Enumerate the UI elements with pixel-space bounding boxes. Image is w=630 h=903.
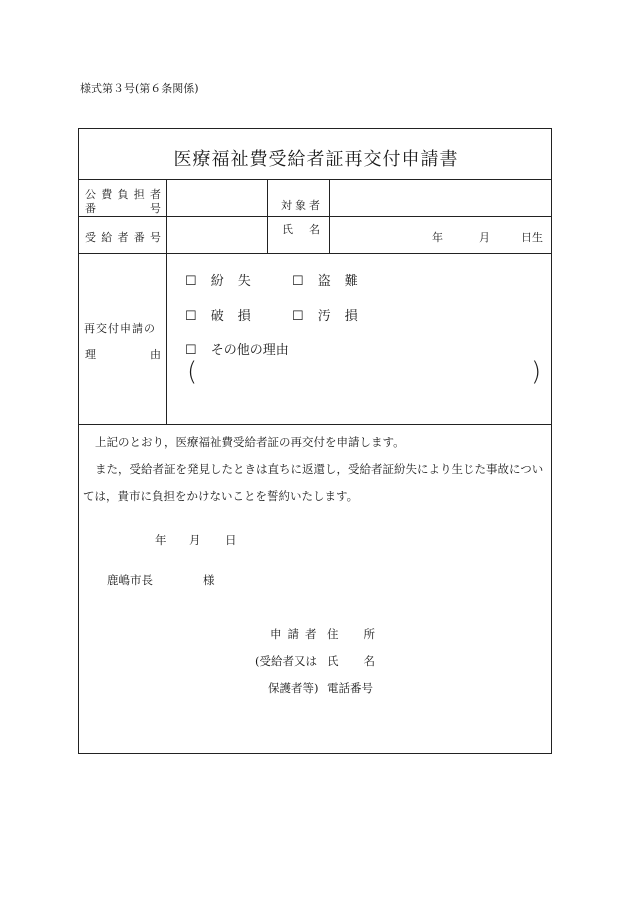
form-title: 医療福祉費受給者証再交付申請書 bbox=[173, 149, 459, 170]
divider-col3 bbox=[329, 179, 330, 253]
checkbox-soiled[interactable] bbox=[292, 305, 372, 324]
recipient-or-guardian-label: (受給者又は bbox=[255, 654, 317, 668]
option-other-label: その他の理由 bbox=[210, 343, 289, 358]
other-reason-open-paren: ( bbox=[187, 357, 198, 387]
birth-year-label: 年 bbox=[432, 231, 443, 244]
addressee: 鹿嶋市長 bbox=[107, 573, 153, 587]
checkbox-icon: ☐ bbox=[185, 274, 197, 289]
date-year-label: 年 bbox=[155, 533, 167, 547]
divider-col1 bbox=[166, 179, 167, 424]
phone-label: 電話番号 bbox=[327, 681, 373, 695]
date-day-label: 日 bbox=[225, 533, 237, 547]
divider-title bbox=[79, 179, 551, 180]
applicant-phone-field[interactable] bbox=[384, 677, 544, 697]
recipient-number-label: 受 給 者 番 号 bbox=[85, 231, 161, 244]
reason-label-line2: 理 由 bbox=[85, 348, 161, 361]
option-soiled-label: 汚損 bbox=[317, 309, 372, 324]
address-label: 住 所 bbox=[327, 627, 375, 641]
divider-reason bbox=[79, 424, 551, 425]
birth-month-label: 月 bbox=[479, 231, 490, 244]
divider-name bbox=[329, 216, 551, 217]
target-name-field[interactable] bbox=[332, 182, 548, 214]
date-month-label: 月 bbox=[189, 533, 201, 547]
form-number-label: 様式第３号(第６条関係) bbox=[80, 82, 199, 95]
guardian-label: 保護者等) bbox=[268, 681, 319, 695]
other-reason-close-paren: ) bbox=[531, 357, 542, 387]
burden-number-label-line2: 番 号 bbox=[85, 202, 161, 215]
option-damaged-label: 破損 bbox=[210, 309, 265, 324]
name-label: 氏 名 bbox=[282, 223, 320, 236]
declaration-line2: また，受給者証を発見したときは直ちに返還し，受給者証紛失により生じた事故につい bbox=[95, 462, 544, 476]
birth-date-field[interactable] bbox=[332, 219, 548, 251]
applicant-label: 申請者 bbox=[270, 627, 323, 641]
reason-label-line1: 再交付申請の bbox=[84, 322, 156, 335]
burden-number-field[interactable] bbox=[169, 182, 264, 214]
checkbox-icon: ☐ bbox=[292, 274, 304, 289]
declaration-line3: ては，貴市に負担をかけないことを誓約いたします。 bbox=[83, 489, 359, 503]
checkbox-other[interactable] bbox=[185, 339, 289, 358]
birth-day-label: 日生 bbox=[521, 231, 543, 244]
recipient-number-field[interactable] bbox=[169, 219, 264, 251]
burden-number-label-line1: 公 費 負 担 者 bbox=[85, 188, 161, 201]
option-lost-label: 紛失 bbox=[210, 274, 265, 289]
checkbox-icon: ☐ bbox=[185, 343, 197, 358]
target-person-label: 対象者 bbox=[281, 199, 323, 212]
applicant-address-field[interactable] bbox=[384, 623, 544, 643]
honorific: 様 bbox=[203, 573, 215, 587]
divider-row2 bbox=[79, 253, 551, 254]
divider-col2 bbox=[267, 179, 268, 253]
application-form bbox=[78, 128, 552, 754]
checkbox-lost[interactable] bbox=[185, 270, 265, 289]
declaration-line1: 上記のとおり，医療福祉費受給者証の再交付を申請します。 bbox=[95, 435, 405, 449]
applicant-name-label: 氏 名 bbox=[327, 654, 375, 668]
checkbox-stolen[interactable] bbox=[292, 270, 372, 289]
applicant-name-field[interactable] bbox=[384, 650, 544, 670]
option-stolen-label: 盗難 bbox=[317, 274, 372, 289]
checkbox-icon: ☐ bbox=[292, 309, 304, 324]
other-reason-field[interactable] bbox=[204, 361, 524, 387]
checkbox-icon: ☐ bbox=[185, 309, 197, 324]
checkbox-damaged[interactable] bbox=[185, 305, 265, 324]
